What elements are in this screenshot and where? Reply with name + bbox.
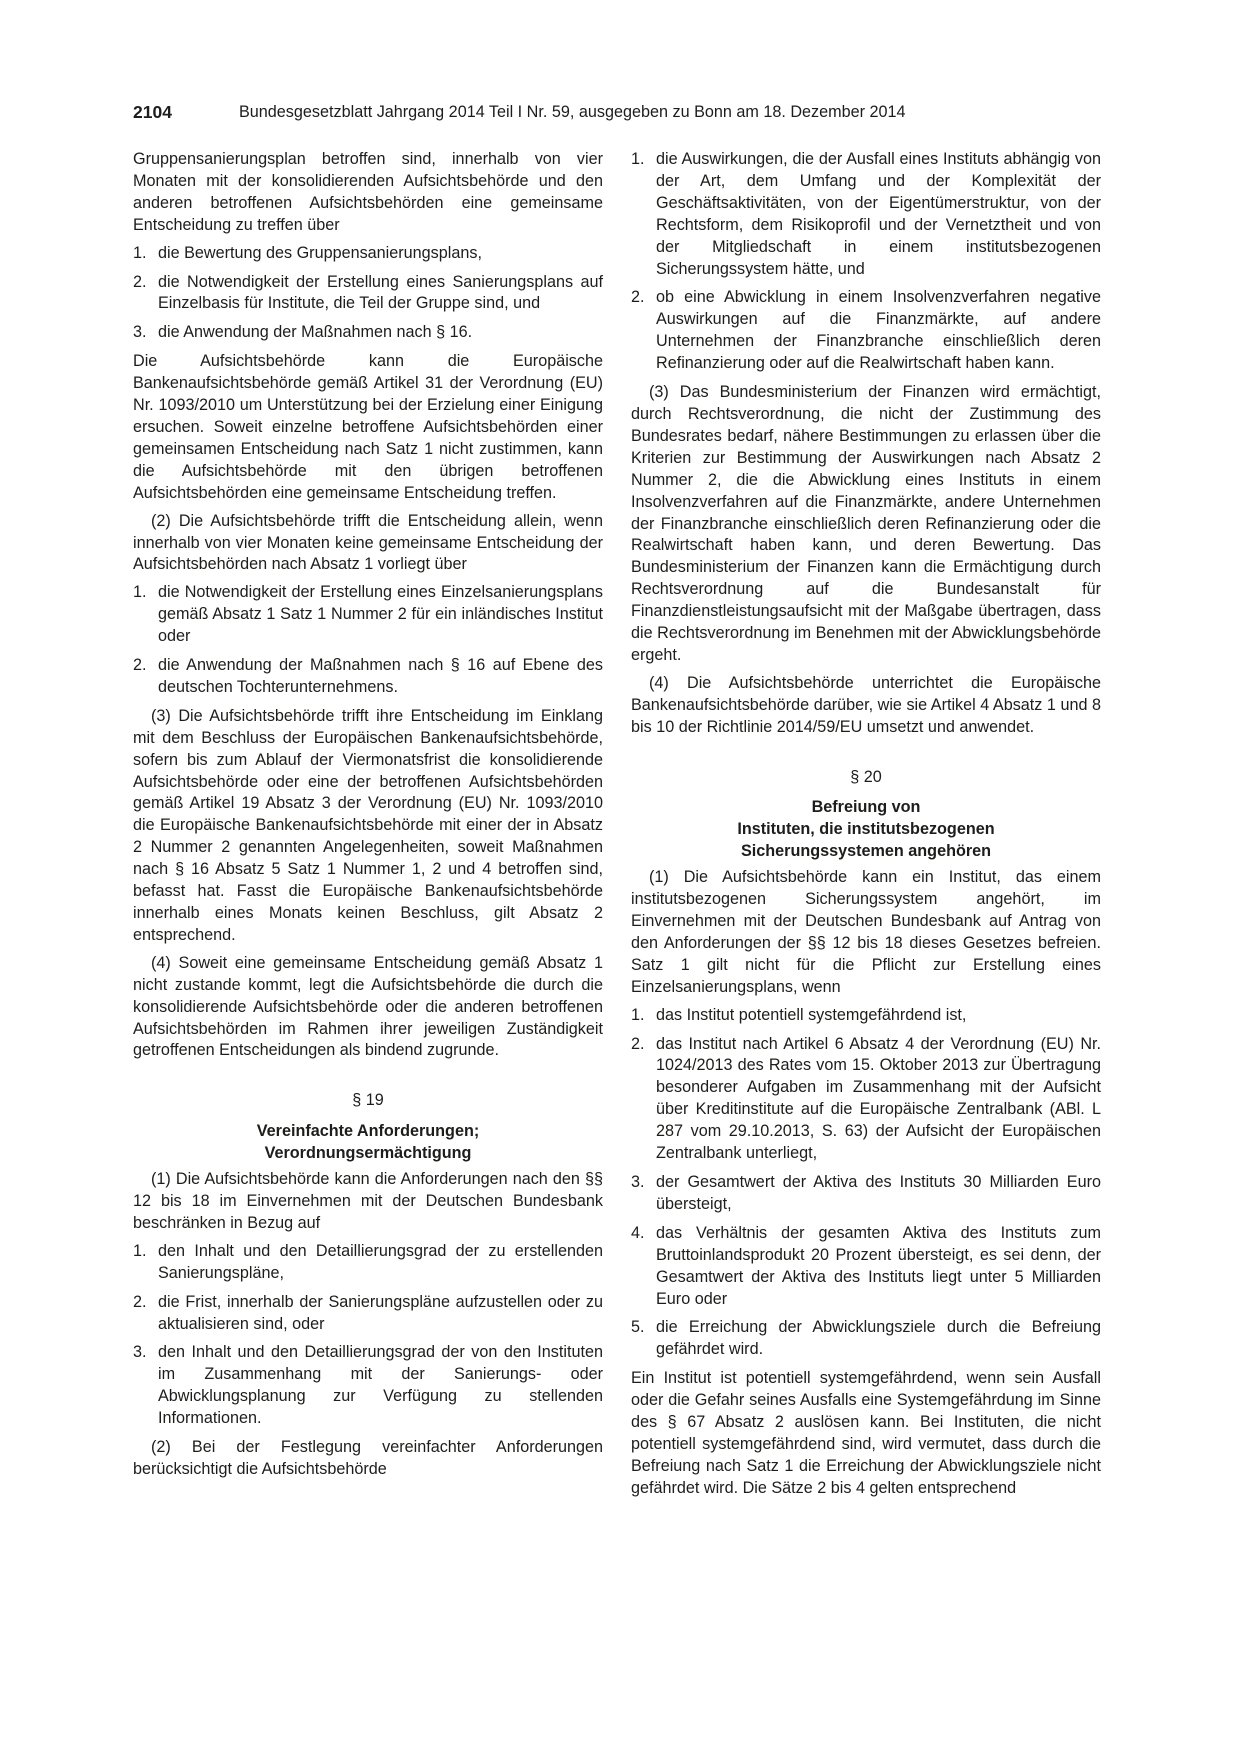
list-item-number: 2.: [133, 272, 147, 291]
section-20-title: [631, 797, 1101, 863]
section-20-title-line: Befreiung von: [811, 798, 921, 817]
list-item: [631, 1172, 1101, 1216]
section-20-title-line: Sicherungssystemen angehören: [740, 842, 992, 861]
list-item-number: 4.: [631, 1223, 645, 1242]
section-20-paragraph-1: (1) Die Aufsichtsbehörde kann ein Institut, das einem institutsbezogenen Sicherungssystem angehört, im Einvernehmen mit der Deutschen Bundesbank auf Antrag von den Anforderungen der §§ 12 bis 18 dieses Gesetzes befreien. Satz 1 gilt nicht für die Pflicht zur Erstellung eines Einzelsanierungsplans, wenn: [631, 868, 1101, 996]
list-item-text: die Anwendung der Maßnahmen nach § 16.: [158, 323, 473, 342]
list-item-number: 3.: [133, 323, 147, 342]
page-header: [133, 100, 1101, 124]
paragraph-3: (3) Das Bundesministerium der Finanzen wird ermächtigt, durch Rechtsverordnung, die nicht der Zustimmung des Bundesrates bedarf, nähere Bestimmungen zu erlassen über die Kriterien zur Bestimmung der Auswirkungen nach Absatz 2 Nummer 2, die die Abwicklung eines Instituts in einem Insolvenzverfahren auf die Finanzmärkte, andere Unternehmen der Finanzbranche einschließlich deren Refinanzierung oder die Realwirtschaft haben kann, und deren Bewertung. Das Bundesministerium der Finanzen kann die Ermächtigung durch Rechtsverordnung auf die Bundesanstalt für Finanzdienstleistungsaufsicht mit der Maßgabe übertragen, dass die Rechtsverordnung im Benehmen mit der Abwicklungsbehörde ergeht.: [631, 383, 1101, 664]
section-19-paragraph-2: (2) Bei der Festlegung vereinfachter Anforderungen berücksichtigt die Aufsichtsbehörde: [133, 1438, 603, 1478]
list-item: [631, 287, 1101, 375]
list-item: [133, 272, 603, 316]
list-item-number: 1.: [133, 243, 147, 262]
paragraph-4: (4) Die Aufsichtsbehörde unterrichtet die Europäische Bankenaufsichtsbehörde darüber, wie sie Artikel 4 Absatz 1 und 8 bis 10 der Richtlinie 2014/59/EU umsetzt und anwendet.: [631, 673, 1101, 736]
list-item-number: 3.: [631, 1172, 645, 1191]
closing-paragraph: Ein Institut ist potentiell systemgefährdend, wenn sein Ausfall oder die Gefahr seines Ausfalls eine Systemgefährdung im Sinne des § 67 Absatz 2 auslösen kann. Bei Instituten, die nicht potentiell systemgefährdend sind, wird vermutet, dass durch die Befreiung nach Satz 1 die Erreichung der Abwicklungsziele nicht gefährdet wird. Die Sätze 2 bis 4 gelten entsprechend: [631, 1369, 1101, 1497]
sole-decision-list: [133, 582, 603, 699]
list-item-number: 5.: [631, 1318, 645, 1337]
paragraph-2: (2) Die Aufsichtsbehörde trifft die Entscheidung allein, wenn innerhalb von vier Monaten keine gemeinsame Entscheidung der Aufsichtsbehörden nach Absatz 1 vorliegt über: [133, 511, 603, 574]
list-item-number: 1.: [631, 150, 645, 168]
list-item-text: die Anwendung der Maßnahmen nach § 16 auf Ebene des deutschen Tochterunternehmens.: [158, 656, 603, 696]
section-19-title: [133, 1121, 603, 1165]
list-item: [631, 1034, 1101, 1165]
list-item-text: die Auswirkungen, die der Ausfall eines Instituts abhängig von der Art, dem Umfang und der Komplexität der Geschäftsaktivitäten, von der Eigentümerstruktur, von der Rechtsform, dem Risikoprofil und der Vernetztheit und von der Mitgliedschaft in einem institutsbezogenen Sicherungssystem hätte, und: [656, 150, 1101, 278]
list-item-number: 3.: [133, 1343, 147, 1362]
list-item-text: die Notwendigkeit der Erstellung eines Sanierungsplans auf Einzelbasis für Institute, die Teil der Gruppe sind, und: [158, 272, 603, 313]
list-item: [133, 582, 603, 648]
paragraph-4: (4) Soweit eine gemeinsame Entscheidung gemäß Absatz 1 nicht zustande kommt, legt die Aufsichtsbehörde die durch die konsolidierende Aufsichtsbehörde oder die anderen betroffenen Aufsichtsbehörden im Rahmen ihrer jeweiligen Zuständigkeit getroffenen Entscheidungen als bindend zugrunde.: [133, 953, 603, 1060]
running-title: Bundesgesetzblatt Jahrgang 2014 Teil I Nr. 59, ausgegeben zu Bonn am 18. Dezember 2014: [239, 103, 906, 121]
simplified-requirements-list: [133, 1241, 603, 1430]
list-item-text: das Institut nach Artikel 6 Absatz 4 der Verordnung (EU) Nr. 1024/2013 des Rates vom 15. Oktober 2013 zur Übertragung besonderer Aufgaben im Zusammenhang mit der Aufsicht über Kreditinstitute auf die Europäische Zentralbank (ABl. L 287 vom 29.10.2013, S. 63) der Aufsicht der Europäischen Zentralbank unterliegt,: [656, 1034, 1101, 1163]
exemption-exceptions-list: [631, 1005, 1101, 1362]
list-item: [133, 1241, 603, 1285]
intro-paragraph: Gruppensanierungsplan betroffen sind, innerhalb von vier Monaten mit der konsolidierenden Aufsichtsbehörde und den anderen betroffenen Aufsichtsbehörden eine gemeinsame Entscheidung zu treffen über: [133, 150, 603, 234]
section-20-number: § 20: [850, 767, 882, 786]
list-item-text: den Inhalt und den Detaillierungsgrad der von den Instituten im Zusammenhang mit der Sanierungs- oder Abwicklungsplanung zur Verfügung zu stellenden Informationen.: [158, 1343, 603, 1428]
list-item-number: 2.: [133, 1292, 147, 1311]
decision-list: [133, 243, 603, 345]
section-19-number: § 19: [352, 1091, 384, 1110]
list-item-number: 1.: [631, 1005, 645, 1024]
section-19-paragraph-1: (1) Die Aufsichtsbehörde kann die Anforderungen nach den §§ 12 bis 18 im Einvernehmen mit der Deutschen Bundesbank beschränken in Bezug auf: [133, 1170, 603, 1232]
section-19-title-line: Verordnungsermächtigung: [264, 1144, 472, 1163]
list-item-number: 2.: [631, 288, 645, 307]
list-item-number: 1.: [133, 583, 147, 602]
list-item: [133, 322, 603, 344]
list-item-text: die Bewertung des Gruppensanierungsplans,: [158, 243, 482, 262]
list-item-text: das Verhältnis der gesamten Aktiva des Instituts zum Bruttoinlandsprodukt 20 Prozent übersteigt, es sei denn, der Gesamtwert der Aktiva des Instituts liegt unter 5 Milliarden Euro oder: [656, 1223, 1101, 1308]
list-item-number: 2.: [631, 1034, 645, 1053]
paragraph-eba-support: Die Aufsichtsbehörde kann die Europäische Bankenaufsichtsbehörde gemäß Artikel 31 der Verordnung (EU) Nr. 1093/2010 um Unterstützung bei der Erzielung einer Einigung ersuchen. Soweit einzelne betroffene Aufsichtsbehörden einer gemeinsamen Entscheidung nach Satz 1 nicht zustimmen, kann die Aufsichtsbehörde mit den übrigen betroffenen Aufsichtsbehörden eine gemeinsame Entscheidung treffen.: [133, 352, 603, 502]
list-item-text: die Notwendigkeit der Erstellung eines Einzelsanierungsplans gemäß Absatz 1 Satz 1 Nummer 2 für ein inländisches Institut oder: [158, 583, 603, 646]
list-item: [133, 1292, 603, 1336]
list-item: [133, 1342, 603, 1430]
list-item: [631, 1005, 1101, 1027]
list-item: [133, 243, 603, 265]
criteria-list: [631, 149, 1101, 375]
list-item-text: die Frist, innerhalb der Sanierungspläne aufzustellen oder zu aktualisieren sind, oder: [158, 1292, 603, 1333]
list-item: [631, 149, 1101, 280]
left-column: [133, 149, 603, 1487]
list-item-number: 1.: [133, 1241, 147, 1260]
list-item: [133, 655, 603, 699]
section-19-title-line: Vereinfachte Anforderungen;: [256, 1122, 480, 1141]
list-item-text: die Erreichung der Abwicklungsziele durch die Befreiung gefährdet wird.: [656, 1318, 1101, 1359]
list-item: [631, 1317, 1101, 1361]
list-item-text: ob eine Abwicklung in einem Insolvenzverfahren negative Auswirkungen auf die Finanzmärkte, auf andere Unternehmen der Finanzbranche einschließlich deren Refinanzierung oder auf die Realwirtschaft haben kann.: [656, 288, 1101, 373]
list-item: [631, 1223, 1101, 1311]
list-item-number: 2.: [133, 656, 147, 675]
section-20-title-line: Instituten, die institutsbezogenen: [737, 820, 995, 839]
paragraph-3: (3) Die Aufsichtsbehörde trifft ihre Entscheidung im Einklang mit dem Beschluss der Europäischen Bankenaufsichtsbehörde, sofern bis zum Ablauf der Viermonatsfrist die konsolidierende Aufsichtsbehörde oder eine der betroffenen Aufsichtsbehörden gemäß Artikel 19 Absatz 3 der Verordnung (EU) Nr. 1093/2010 die Europäische Bankenaufsichtsbehörde mit einer der in Absatz 2 Nummer 2 genannten Angelegenheiten, soweit Maßnahmen nach § 16 Absatz 5 Satz 1 Nummer 1, 2 und 4 betroffen sind, befasst hat. Fasst die Europäische Bankenaufsichtsbehörde innerhalb eines Monats keinen Beschluss, gilt Absatz 2 entsprechend.: [133, 706, 603, 944]
list-item-text: das Institut potentiell systemgefährdend ist,: [656, 1005, 967, 1024]
right-column: [631, 149, 1101, 1506]
page-number: 2104: [133, 102, 172, 122]
list-item-text: der Gesamtwert der Aktiva des Instituts 30 Milliarden Euro übersteigt,: [656, 1172, 1101, 1213]
list-item-text: den Inhalt und den Detaillierungsgrad der zu erstellenden Sanierungspläne,: [158, 1241, 603, 1282]
